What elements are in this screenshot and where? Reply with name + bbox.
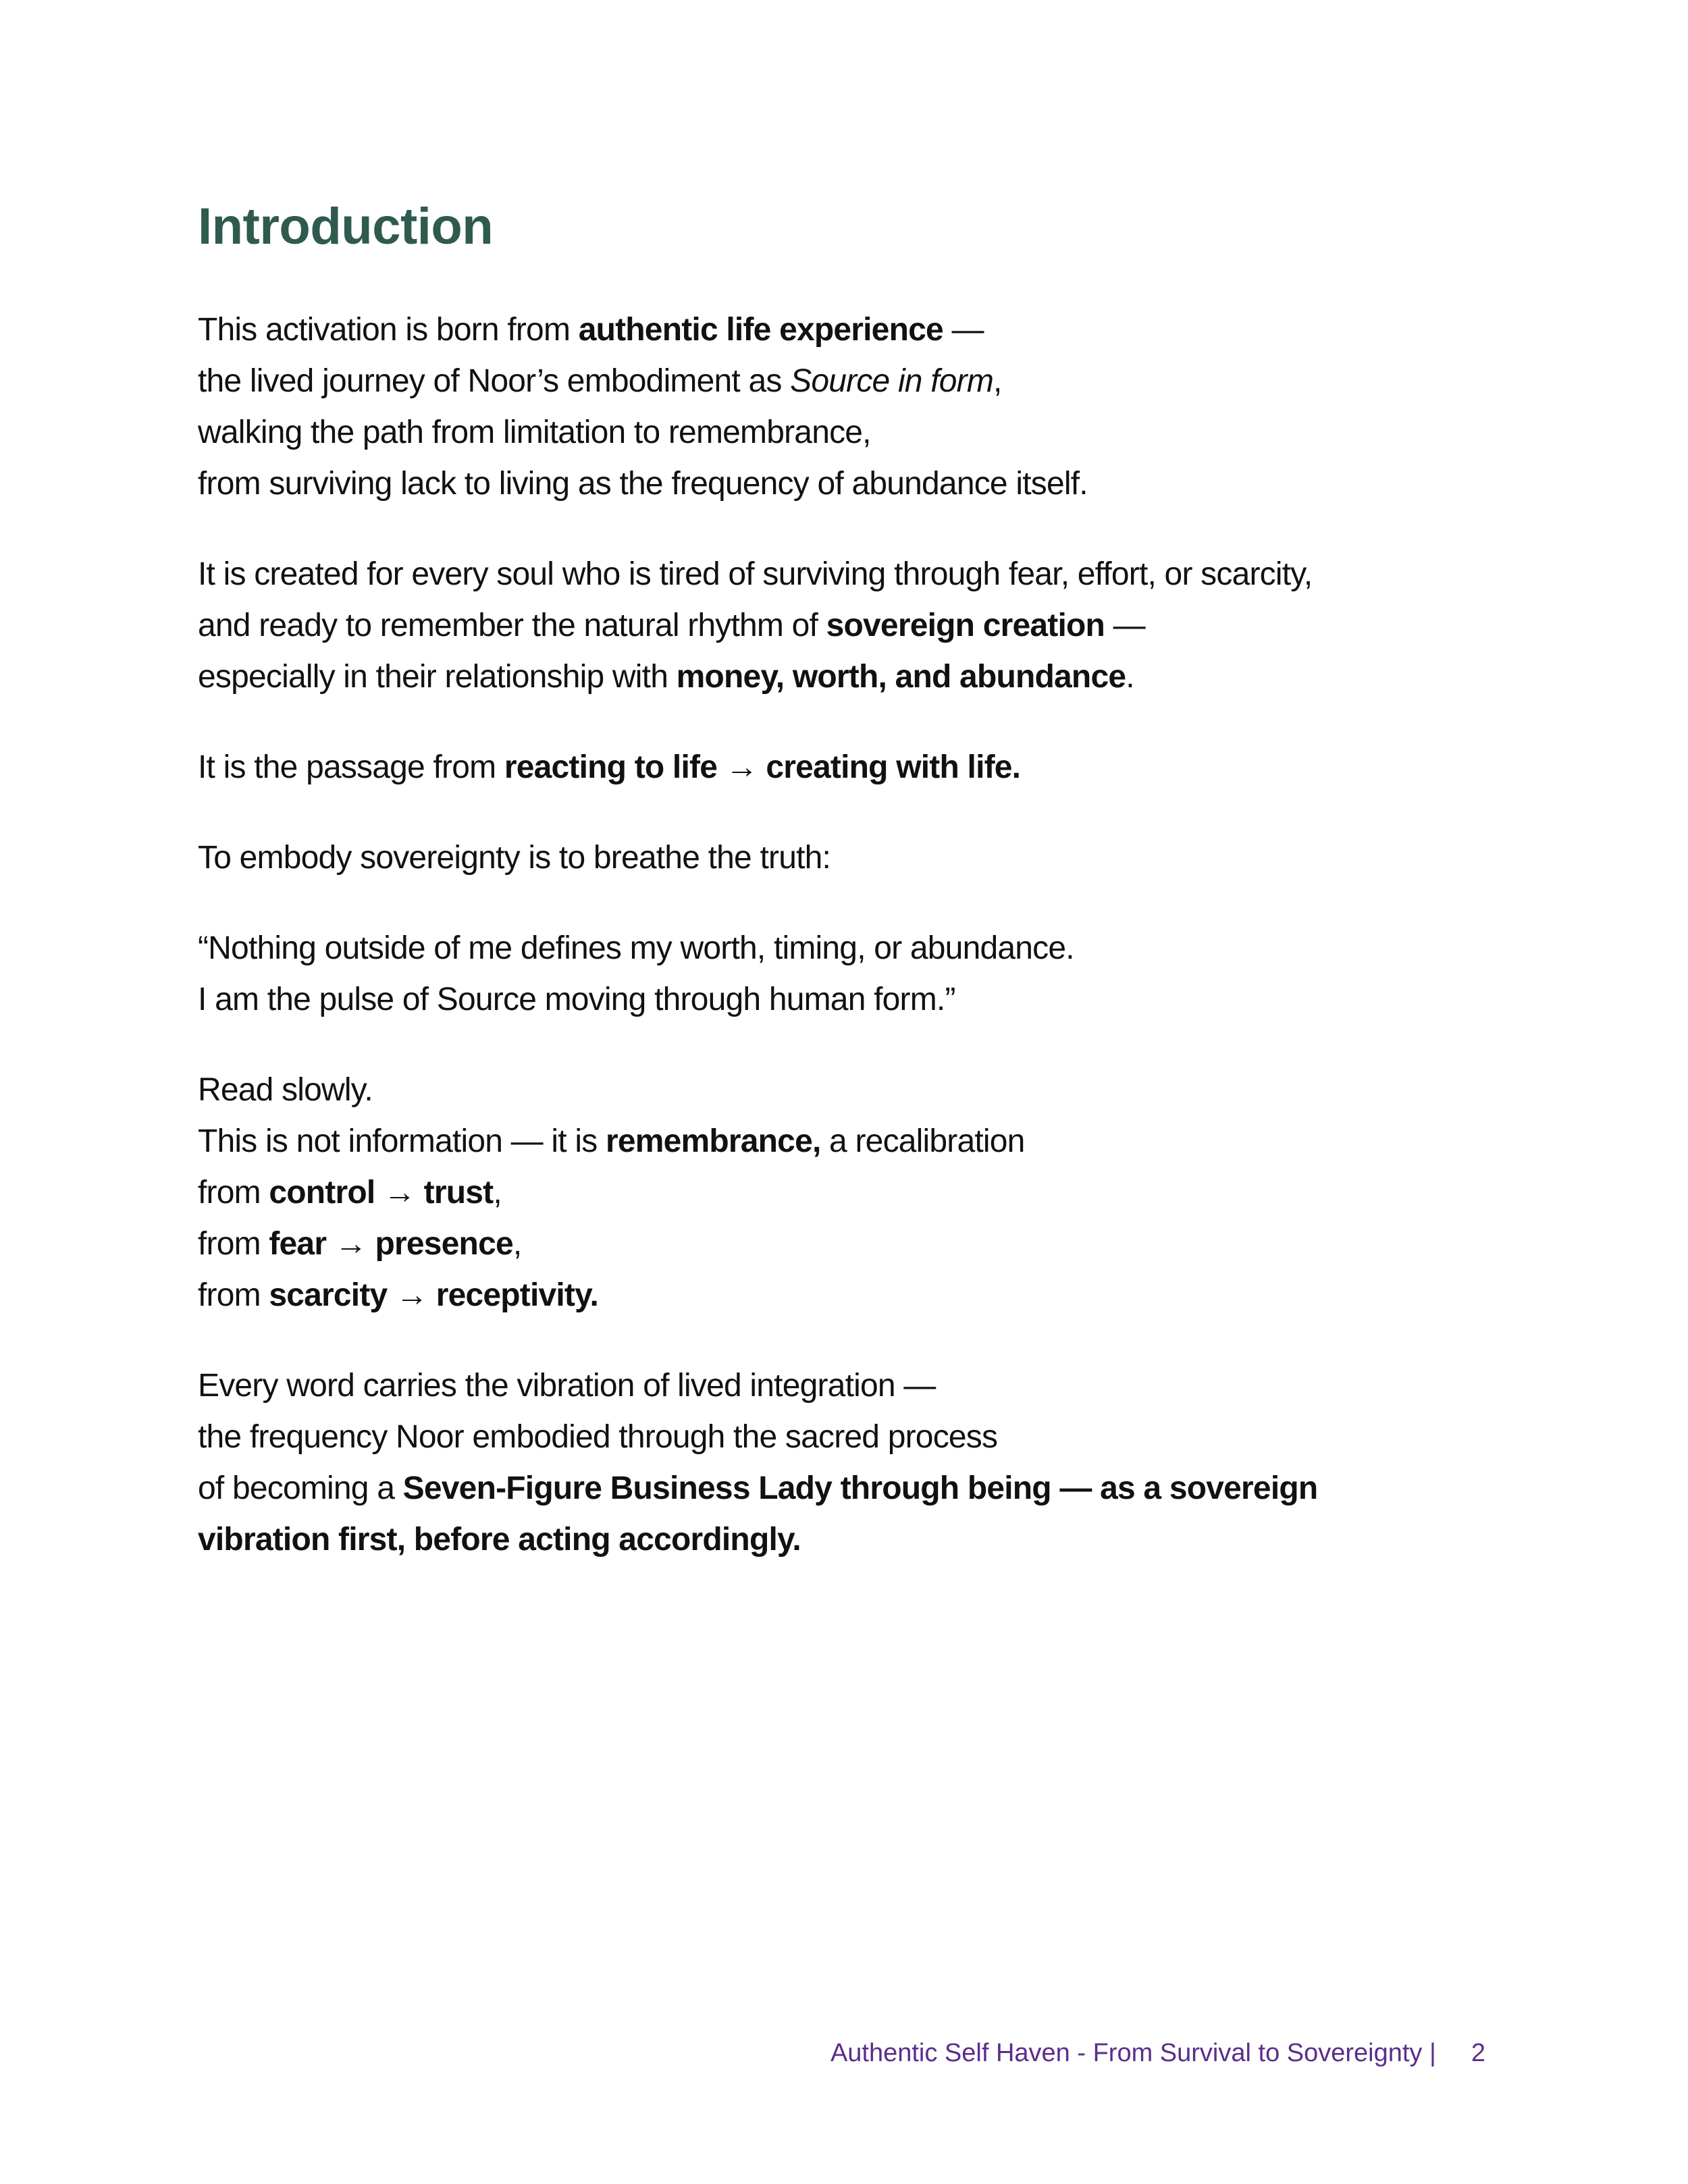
text-line: Every word carries the vibration of lived integration — (198, 1368, 936, 1404)
text-line: To embody sovereignty is to breathe the truth: (198, 840, 831, 876)
text-line (198, 356, 1514, 407)
text-line (198, 1514, 1514, 1566)
intro-paragraph-7 (198, 1360, 1514, 1566)
intro-paragraph-1 (198, 304, 1514, 510)
text-run: of becoming a (198, 1470, 403, 1507)
page-title: Introduction (198, 198, 494, 255)
emphasis-text: scarcity → receptivity. (269, 1277, 598, 1314)
text-line: I am the pulse of Source moving through human form.” (198, 982, 955, 1018)
italic-text: Source in form (790, 363, 994, 400)
footer-text: Authentic Self Haven - From Survival to Sovereignty | (830, 2039, 1436, 2067)
text-line (198, 304, 1514, 356)
page-footer (830, 2039, 1485, 2068)
intro-paragraph-2 (198, 549, 1514, 703)
text-run: from (198, 1277, 269, 1314)
intro-paragraph-3 (198, 742, 1514, 793)
text-line: It is created for every soul who is tired of surviving through fear, effort, or scarcity, (198, 556, 1313, 593)
text-run: , (993, 363, 1002, 400)
intro-paragraph-6 (198, 1065, 1514, 1321)
text-run: , (512, 1226, 522, 1262)
text-line: “Nothing outside of me defines my worth, timing, or abundance. (198, 930, 1074, 967)
text-line (198, 742, 1514, 793)
text-run: — (943, 312, 984, 348)
text-run: . (1126, 659, 1134, 695)
page-content (198, 196, 1514, 1605)
text-run: the lived journey of Noor’s embodiment as (198, 363, 791, 400)
emphasis-text: authentic life experience (578, 312, 943, 348)
text-run: This activation is born from (198, 312, 579, 348)
text-line: Read slowly. (198, 1072, 373, 1109)
text-line (198, 1463, 1514, 1514)
text-run: from (198, 1175, 269, 1211)
text-run: a recalibration (820, 1123, 1025, 1160)
emphasis-text: vibration first, before acting accordingly. (198, 1522, 801, 1558)
emphasis-text: Seven-Figure Business Lady through being — as a sovereign (402, 1470, 1318, 1507)
text-run: and ready to remember the natural rhythm of (198, 608, 826, 644)
intro-paragraph-4 (198, 832, 1514, 884)
text-run: especially in their relationship with (198, 659, 677, 695)
text-run: from (198, 1226, 269, 1262)
text-run: , (493, 1175, 502, 1211)
text-line (198, 1167, 1514, 1219)
emphasis-text: money, worth, and abundance (676, 659, 1126, 695)
text-line: the frequency Noor embodied through the sacred process (198, 1419, 998, 1456)
text-run: This is not information — it is (198, 1123, 606, 1160)
text-line (198, 1270, 1514, 1321)
emphasis-text: control → trust (269, 1175, 494, 1211)
emphasis-text: remembrance, (605, 1123, 821, 1160)
page-number: 2 (1471, 2039, 1485, 2067)
emphasis-text: reacting to life → creating with life. (504, 749, 1021, 786)
text-line: from surviving lack to living as the frequency of abundance itself. (198, 466, 1088, 502)
text-line (198, 1219, 1514, 1270)
text-run: It is the passage from (198, 749, 504, 786)
quote-paragraph (198, 923, 1514, 1026)
text-line (198, 600, 1514, 651)
emphasis-text: sovereign creation (826, 608, 1105, 644)
text-line: walking the path from limitation to remembrance, (198, 415, 871, 451)
emphasis-text: fear → presence (269, 1226, 513, 1262)
text-line (198, 651, 1514, 703)
text-line (198, 1116, 1514, 1167)
text-run: — (1105, 608, 1145, 644)
